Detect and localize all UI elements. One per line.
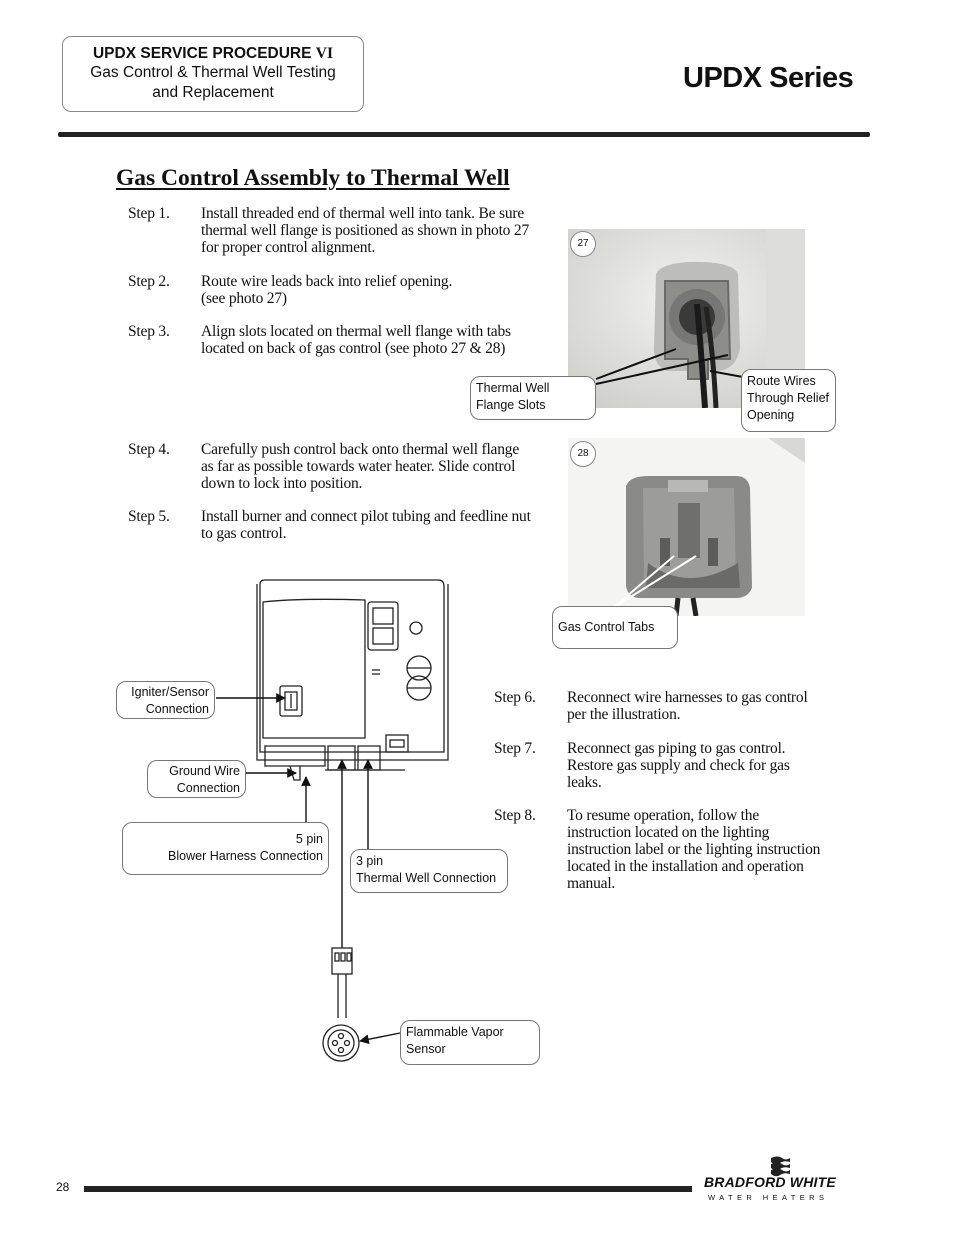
step-text-line: manual. xyxy=(567,875,616,892)
section-title: Gas Control Assembly to Thermal Well xyxy=(116,165,510,191)
step-text-line: Reconnect gas piping to gas control. xyxy=(567,740,786,757)
step-4 xyxy=(128,441,558,493)
step-text-line: (see photo 27) xyxy=(201,290,287,307)
step-2 xyxy=(128,273,558,309)
step-number: Step 1. xyxy=(128,205,170,222)
callout-line: Flammable Vapor xyxy=(406,1025,504,1039)
callout-line: Connection xyxy=(176,781,240,795)
callout-line: Route Wires xyxy=(747,374,816,388)
callout-line: Flange Slots xyxy=(476,398,546,412)
step-text-line: Route wire leads back into relief opening. xyxy=(201,273,453,290)
callout-line: Through Relief xyxy=(747,391,829,405)
step-number: Step 4. xyxy=(128,441,170,458)
callout-thermal-well-connection xyxy=(350,849,508,893)
callout-line: Thermal Well Connection xyxy=(356,871,497,885)
step-text-line: per the illustration. xyxy=(567,706,681,723)
callout-thermal-well-flange-slots xyxy=(470,376,596,420)
procedure-header-box xyxy=(62,36,364,112)
bradford-white-logo xyxy=(704,1150,864,1210)
step-text-line: To resume operation, follow the xyxy=(567,807,760,824)
step-text-line: located on back of gas control (see photo 27 & 28) xyxy=(201,340,506,357)
series-title: UPDX Series xyxy=(683,62,854,94)
callout-line: 3 pin xyxy=(356,854,384,868)
step-text-line: Carefully push control back onto thermal well flange xyxy=(201,441,520,458)
step-text-line: for proper control alignment. xyxy=(201,239,376,256)
callout-line: Sensor xyxy=(406,1042,446,1056)
procedure-subtitle-line2: and Replacement xyxy=(152,84,274,101)
step-text-line: as far as possible towards water heater. Slide control xyxy=(201,458,516,475)
step-number: Step 2. xyxy=(128,273,170,290)
photo-number-badge: 27 xyxy=(570,231,596,257)
callout-line: Blower Harness Connection xyxy=(168,849,323,863)
step-text-line: Install threaded end of thermal well into tank. Be sure xyxy=(201,205,525,222)
step-text-line: instruction located on the lighting xyxy=(567,824,770,841)
brand-subtitle: WATER HEATERS xyxy=(708,1193,829,1202)
step-text-line: Install burner and connect pilot tubing and feedline nut xyxy=(201,508,531,525)
step-text-line: to gas control. xyxy=(201,525,287,542)
step-7 xyxy=(494,740,844,792)
callout-line: Igniter/Sensor xyxy=(131,685,209,699)
step-text-line: thermal well flange is positioned as shown in photo 27 xyxy=(201,222,529,239)
procedure-label-line xyxy=(63,44,363,63)
callout-gas-control-tabs xyxy=(552,606,678,649)
procedure-number: VI xyxy=(315,45,334,62)
photo-number-badge: 28 xyxy=(570,441,596,467)
step-text-line: Restore gas supply and check for gas xyxy=(567,757,790,774)
step-6 xyxy=(494,689,844,725)
step-text-line: located in the installation and operation xyxy=(567,858,804,875)
step-1 xyxy=(128,205,558,257)
header-divider xyxy=(58,132,870,137)
callout-blower-harness xyxy=(122,822,329,875)
procedure-label: UPDX SERVICE PROCEDURE xyxy=(92,45,312,62)
callout-line: Connection xyxy=(145,702,209,716)
step-text-line: leaks. xyxy=(567,774,602,791)
step-text-line: down to lock into position. xyxy=(201,475,363,492)
callout-route-wires xyxy=(741,369,836,432)
step-text-line: Reconnect wire harnesses to gas control xyxy=(567,689,808,706)
step-8 xyxy=(494,807,844,893)
step-text-line: Align slots located on thermal well flange with tabs xyxy=(201,323,511,340)
callout-igniter-sensor xyxy=(116,681,215,719)
step-number: Step 3. xyxy=(128,323,170,340)
page-number: 28 xyxy=(56,1180,70,1194)
footer-divider xyxy=(84,1186,692,1192)
callout-line: Opening xyxy=(747,408,795,422)
brand-name: BRADFORD WHITE xyxy=(704,1174,836,1190)
step-number: Step 6. xyxy=(494,689,536,706)
gas-control-photo-image xyxy=(568,438,805,616)
step-number: Step 8. xyxy=(494,807,536,824)
step-3 xyxy=(128,323,558,359)
callout-line: Gas Control Tabs xyxy=(558,620,655,634)
callout-ground-wire xyxy=(147,760,246,798)
step-number: Step 7. xyxy=(494,740,536,757)
callout-line: Ground Wire xyxy=(169,764,240,778)
callout-line: 5 pin xyxy=(295,832,323,846)
procedure-subtitle-line1: Gas Control & Thermal Well Testing xyxy=(90,64,336,81)
photo-28-gas-control-back xyxy=(568,438,805,616)
callout-flammable-vapor-sensor xyxy=(400,1020,540,1065)
step-text-line: instruction label or the lighting instruction xyxy=(567,841,821,858)
callout-line: Thermal Well xyxy=(476,381,550,395)
step-number: Step 5. xyxy=(128,508,170,525)
step-5 xyxy=(128,508,558,544)
